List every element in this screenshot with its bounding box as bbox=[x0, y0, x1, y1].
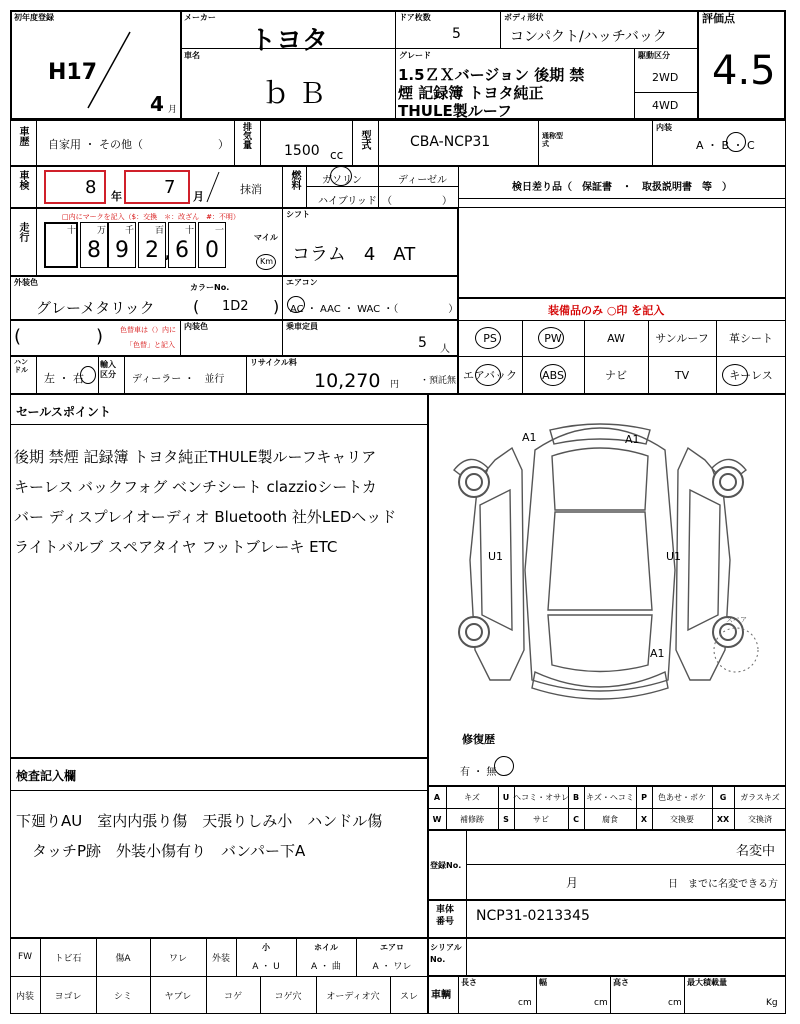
odometer-digit: 2 bbox=[145, 238, 159, 263]
km-label: Km bbox=[260, 257, 274, 266]
repair-value: 有 ・ 無 bbox=[460, 767, 497, 778]
equipment-item: AW bbox=[607, 331, 625, 345]
inspection-year: 8 bbox=[85, 177, 97, 198]
legend-meaning: キズ・ヘコミ bbox=[586, 792, 634, 802]
damage-interior-item: オーディオ穴 bbox=[326, 991, 380, 1002]
capacity-label: 乗車定員 bbox=[286, 322, 318, 331]
shift-value: コラム 4 AT bbox=[292, 244, 416, 265]
damage-exterior-sub-value: A ・ U bbox=[252, 961, 280, 972]
drive-4wd: 4WD bbox=[652, 99, 679, 112]
legend-code: P bbox=[641, 792, 647, 802]
inspection-month-unit: 月 bbox=[193, 190, 204, 203]
equipment-selected-circle bbox=[722, 364, 748, 386]
legend-meaning: 色あせ・ボケ bbox=[658, 792, 706, 802]
damage-fw-item: ワレ bbox=[168, 953, 187, 964]
legend-code: X bbox=[640, 814, 648, 824]
sales-line-1: 後期 禁煙 記録簿 トヨタ純正THULE製ルーフキャリア bbox=[14, 448, 377, 466]
fuel-gasoline: ガソリン bbox=[322, 175, 362, 186]
recycle-value: 10,270 bbox=[314, 370, 381, 392]
fuel-circle bbox=[330, 166, 352, 186]
grade-line1: 1.5ＺＸバージョン 後期 禁 bbox=[398, 66, 585, 84]
equipment-item: PW bbox=[544, 331, 562, 345]
inspection-label: 車検 bbox=[17, 170, 28, 190]
fuel-diesel: ディーゼル bbox=[398, 175, 447, 186]
inspection-year-box bbox=[44, 170, 106, 204]
doors-label: ドア枚数 bbox=[399, 13, 431, 22]
damage-mark-left-door: U1 bbox=[488, 550, 504, 563]
damage-mark-right-door: U1 bbox=[666, 550, 682, 563]
custom-color-open: ( bbox=[14, 326, 22, 347]
recycle-unit: 円 bbox=[390, 380, 400, 390]
mileage-label: 走行 bbox=[17, 222, 28, 242]
chassis-value: NCP31-0213345 bbox=[476, 908, 590, 924]
equipment-item: エアバック bbox=[462, 369, 518, 382]
grade-line3: THULE製ルーフ bbox=[398, 102, 513, 120]
legend-meaning: 補修跡 bbox=[460, 814, 484, 824]
notes-title: 検査記入欄 bbox=[16, 769, 77, 783]
first-reg-label: 初年度登録 bbox=[14, 13, 54, 22]
damage-interior-item: コゲ穴 bbox=[274, 991, 302, 1002]
legend-meaning: キズ bbox=[464, 792, 480, 802]
equipment-selected-circle bbox=[538, 327, 564, 349]
damage-exterior-sub-value: A ・ 曲 bbox=[311, 961, 341, 972]
maker-value: トヨタ bbox=[250, 26, 329, 56]
legend-code: A bbox=[433, 792, 441, 802]
damage-fw-item: トビ石 bbox=[54, 953, 82, 964]
color-no-close: ) bbox=[273, 297, 280, 316]
damage-exterior-sub-label: 小 bbox=[262, 942, 270, 952]
capacity-value: 5 bbox=[418, 335, 427, 351]
displacement-unit: cc bbox=[330, 148, 344, 162]
legend-meaning: ヘコミ・オサレ bbox=[513, 792, 569, 802]
spare-label: スペア bbox=[726, 616, 747, 624]
odometer-digit: 8 bbox=[87, 238, 101, 263]
common-model-label: 通称型式 bbox=[542, 132, 563, 148]
color-value: グレーメタリック bbox=[36, 299, 155, 317]
damage-interior-item: シミ bbox=[113, 991, 132, 1002]
repair-circle bbox=[494, 756, 514, 776]
odometer-comma: , bbox=[165, 246, 171, 262]
custom-color-close: ) bbox=[96, 326, 104, 347]
registration-month: 月 bbox=[566, 876, 579, 890]
model-label: 型式 bbox=[359, 130, 370, 150]
legend-code: U bbox=[502, 792, 510, 802]
odometer-unit-label: 万 bbox=[97, 226, 107, 236]
damage-exterior-label: 外装 bbox=[211, 953, 230, 964]
odometer-digit: 9 bbox=[115, 238, 129, 263]
damage-fw-label: FW bbox=[17, 952, 33, 962]
damage-interior-label: 内装 bbox=[15, 991, 34, 1002]
name-change-label: 名変中 bbox=[736, 844, 776, 859]
legend-meaning: 交換済 bbox=[748, 814, 772, 824]
aircon-circle bbox=[287, 296, 305, 313]
color-note1: 色替車は（）内に bbox=[120, 326, 176, 334]
equipment-item: キーレス bbox=[729, 369, 773, 382]
inspection-year-unit: 年 bbox=[111, 190, 122, 203]
drive-2wd: 2WD bbox=[652, 71, 679, 84]
shift-label: シフト bbox=[286, 210, 310, 219]
odometer-unit-label: 百 bbox=[155, 226, 165, 236]
legend-code: S bbox=[503, 814, 509, 824]
registration-label: 登録No. bbox=[430, 861, 462, 870]
equipment-selected-circle bbox=[540, 364, 566, 386]
damage-exterior-sub-label: エアロ bbox=[380, 942, 404, 952]
name-value: ｂＢ bbox=[262, 77, 335, 110]
aircon-label: エアコン bbox=[286, 278, 318, 287]
drive-label: 駆動区分 bbox=[638, 51, 670, 60]
aircon-value: AC ・ AAC ・ WAC ・（ ） bbox=[290, 304, 459, 315]
doors-value: 5 bbox=[452, 26, 461, 42]
fuel-label: 燃料 bbox=[289, 170, 300, 190]
handle-circle bbox=[80, 366, 96, 384]
damage-interior-item: スレ bbox=[399, 991, 418, 1002]
recycle-label: リサイクル料 bbox=[250, 358, 297, 367]
inspection-slash bbox=[203, 170, 223, 204]
inspection-cancelled: 抹消 bbox=[240, 183, 262, 196]
fuel-hybrid: ハイブリッド bbox=[318, 196, 377, 207]
legend-code: G bbox=[719, 792, 727, 802]
repair-label: 修復歴 bbox=[462, 733, 495, 746]
color-no-open: ( bbox=[193, 297, 200, 316]
date-slash bbox=[80, 30, 140, 110]
notes-line-1: 下廻りAU 室内内張り傷 天張りしみ小 ハンドル傷 bbox=[16, 812, 383, 830]
legend-meaning: ガラスキズ bbox=[740, 792, 780, 802]
sales-line-4: ライトバルブ スペアタイヤ フットブレーキ ETC bbox=[14, 538, 338, 556]
import-value: ディーラー ・ 並行 bbox=[132, 374, 225, 385]
score-label: 評価点 bbox=[702, 12, 735, 25]
legend-meaning: 腐食 bbox=[602, 814, 618, 824]
length-unit: cm bbox=[518, 998, 532, 1008]
history-close: ） bbox=[218, 138, 229, 151]
width-unit: cm bbox=[594, 998, 608, 1008]
equipment-item: PS bbox=[483, 331, 497, 345]
odometer-digit: 6 bbox=[175, 238, 189, 263]
equipment-item: ABS bbox=[542, 368, 564, 382]
history-label: 車歴 bbox=[17, 126, 28, 146]
sales-line-3: バー ディスプレイオーディオ Bluetooth 社外LEDヘッド bbox=[14, 508, 397, 526]
legend-meaning: 交換要 bbox=[670, 814, 694, 824]
first-reg-year: H17 bbox=[48, 60, 98, 85]
equipment-selected-circle bbox=[475, 364, 501, 386]
color-no-value: 1D2 bbox=[222, 299, 249, 314]
name-label: 車名 bbox=[184, 51, 200, 60]
inspection-month-box bbox=[124, 170, 190, 204]
grade-line2: 煙 記録簿 トヨタ純正 bbox=[398, 84, 544, 102]
serial-box bbox=[428, 938, 786, 976]
fuel-other: （ ） bbox=[382, 196, 452, 207]
dimensions-box bbox=[428, 976, 786, 1014]
capacity-unit: 人 bbox=[440, 344, 450, 355]
damage-mark-rear: A1 bbox=[650, 647, 665, 660]
first-reg-month-unit: 月 bbox=[168, 105, 178, 115]
equipment-item: TV bbox=[674, 368, 690, 382]
maker-label: メーカー bbox=[184, 13, 216, 22]
displacement-label: 排気量 bbox=[241, 122, 251, 149]
damage-exterior-sub-value: A ・ ワレ bbox=[372, 961, 412, 972]
equipment-item: ナビ bbox=[605, 369, 627, 382]
body-label: ボディ形状 bbox=[504, 13, 544, 22]
legend-code: B bbox=[572, 792, 580, 802]
documents-title: 検日差り品（ 保証書 ・ 取扱説明書 等 ） bbox=[512, 182, 732, 193]
body-value: コンパクト/ハッチバック bbox=[510, 29, 667, 45]
inspection-month: 7 bbox=[164, 177, 176, 198]
history-value: 自家用 ・ その他（ bbox=[48, 138, 143, 151]
damage-fw-item: 傷A bbox=[115, 953, 131, 964]
damage-exterior-sub-label: ホイル bbox=[314, 942, 338, 952]
sales-line-2: キーレス バックフォグ ベンチシート clazzioシートカ bbox=[14, 478, 377, 496]
model-value: CBA-NCP31 bbox=[410, 134, 491, 150]
width-label: 幅 bbox=[539, 978, 547, 987]
odometer-unit-label: 十 bbox=[67, 226, 77, 236]
damage-interior-item: コゲ bbox=[223, 991, 242, 1002]
documents-area bbox=[458, 208, 786, 298]
equipment-selected-circle bbox=[475, 327, 501, 349]
length-label: 長さ bbox=[461, 978, 477, 987]
interior-label: 内装 bbox=[656, 123, 672, 132]
equipment-item: 革シート bbox=[729, 332, 773, 345]
recycle-deposit: ・預託無 bbox=[420, 376, 457, 386]
odometer-digit: 0 bbox=[205, 238, 219, 263]
mile-label: マイル bbox=[254, 233, 278, 242]
height-label: 高さ bbox=[613, 978, 629, 987]
damage-mark-roof-right: A1 bbox=[625, 433, 640, 446]
weight-unit: Kg bbox=[766, 998, 778, 1008]
score-value: 4.5 bbox=[712, 48, 776, 94]
weight-label: 最大積載量 bbox=[687, 978, 727, 987]
damage-interior-item: ヨゴレ bbox=[54, 991, 82, 1002]
first-reg-month: 4 bbox=[150, 92, 164, 116]
color-label: 外装色 bbox=[14, 278, 38, 287]
odometer-unit-label: 千 bbox=[125, 226, 135, 236]
serial-label: シリアルNo. bbox=[430, 943, 462, 964]
handle-value: 左 ・ 右 bbox=[44, 372, 84, 385]
color-note2: 「色替」と記入 bbox=[126, 341, 175, 349]
sales-point-title: セールスポイント bbox=[16, 405, 111, 419]
legend-code: XX bbox=[716, 814, 730, 824]
dimensions-label: 車輌 bbox=[431, 990, 451, 1001]
interior-value: A ・ B ・ C bbox=[696, 139, 755, 152]
color-no-label: カラーNo. bbox=[190, 283, 230, 292]
legend-meaning: サビ bbox=[533, 814, 549, 824]
chassis-label: 車体番号 bbox=[436, 905, 455, 927]
notes-line-2: タッチP跡 外装小傷有り バンパー下A bbox=[32, 842, 306, 860]
handle-label: ハンドル bbox=[14, 358, 28, 374]
interior-circle bbox=[726, 132, 746, 152]
equipment-item: サンルーフ bbox=[655, 332, 709, 345]
mileage-note: □内にマークを記入（$：交換 ＊：改ざん #：不明） bbox=[62, 213, 240, 221]
damage-mark-roof-left: A1 bbox=[522, 431, 537, 444]
registration-day: 日 までに名変できる方 bbox=[668, 879, 778, 890]
odometer-unit-label: 一 bbox=[215, 226, 225, 236]
legend-code: C bbox=[573, 814, 579, 824]
interior-color-label: 内装色 bbox=[184, 322, 208, 331]
legend-code: W bbox=[432, 814, 442, 824]
import-label: 輸入区分 bbox=[100, 360, 116, 379]
capacity-row bbox=[10, 320, 458, 356]
damage-interior-item: ヤブレ bbox=[164, 991, 192, 1002]
displacement-value: 1500 bbox=[284, 143, 320, 159]
height-unit: cm bbox=[668, 998, 682, 1008]
equipment-title: 装備品のみ ○印 を記入 bbox=[548, 304, 665, 317]
odometer-unit-label: 十 bbox=[185, 226, 195, 236]
grade-label: グレード bbox=[399, 51, 431, 60]
